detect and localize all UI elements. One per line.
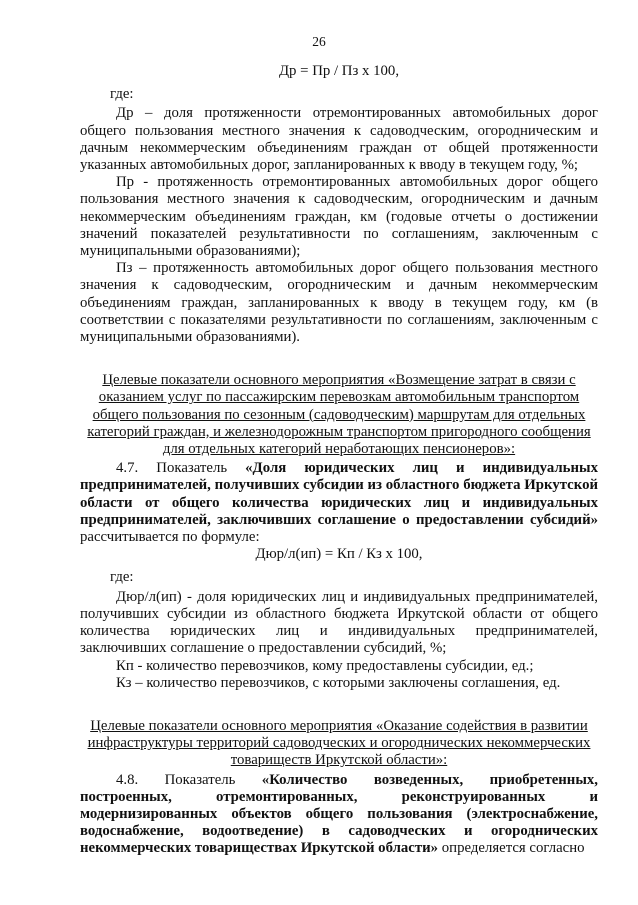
section-heading-infrastructure: Целевые показатели основного мероприятия «Оказание содействия в развитии инфраструктуры территорий садоводческих и огороднических некоммерческих товариществ Иркутской области»:: [87, 717, 591, 769]
definition-pp: Пp - протяженность отремонтированных автомобильных дорог общего пользования местного значения к садоводческим, огородническим и дачным некоммерческим объединениям граждан, км (годовые отчеты о достижении значений показателей результативности по соглашениям, заключенным с муниципальными образованиями);: [80, 174, 598, 260]
paragraph-4-7-suffix: рассчитывается по формуле:: [80, 529, 260, 546]
section-heading-transport: Целевые показатели основного мероприятия «Возмещение затрат в связи с оказанием услуг по пассажирским перевозкам автомобильным транспортом общего пользования по сезонным (садоводческим) маршрутам для отдельных категорий граждан, и железнодорожным транспортом пригородного сообщения для отдельных категорий неработающих пенсионеров»:: [87, 372, 591, 458]
where-label: где:: [110, 86, 134, 103]
definition-dp: Дp – доля протяженности отремонтированных автомобильных дорог общего пользования местного значения к садоводческим, огородническим и дачным некоммерческим объединениям граждан от общей протяженности указанных автомобильных дорог, запланированных к вводу в текущем году, %;: [80, 105, 598, 174]
where-label-2: где:: [110, 569, 134, 586]
definition-kz: Кз – количество перевозчиков, с которыми заключены соглашения, ед.: [116, 674, 561, 691]
definition-pz: Пз – протяженность автомобильных дорог общего пользования местного значения к садоводческим, огородническим и дачным некоммерческим объединениям граждан, запланированных к вводу в текущем году, км (в соответствии с показателями результативности по соглашениям, заключенным с муниципальными образованиями).: [80, 260, 598, 346]
paragraph-4-8-indicator: «Количество возведенных, приобретенных, построенных, отремонтированных, реконструированных и модернизированных объектов общего пользования (электроснабжение, водоснабжение, водоотведение) в садоводческих и огороднических некоммерческих товариществах Иркутской области»: [80, 771, 598, 857]
document-body: [80, 63, 598, 858]
paragraph-4-8-prefix: 4.8. Показатель: [116, 771, 236, 788]
paragraph-4-7-prefix: 4.7. Показатель: [116, 460, 228, 477]
paragraph-4-7: [80, 460, 598, 546]
paragraph-4-8: [80, 772, 598, 858]
paragraph-4-7-indicator: «Доля юридических лиц и индивидуальных предпринимателей, получивших субсидии из областного бюджета Иркутской области от общего количества юридических лиц и индивидуальных предпринимателей, заключивших соглашение о предоставлении субсидий»: [80, 460, 598, 528]
formula-dur: Дюр/л(ип) = Кп / Кз х 100,: [255, 546, 423, 563]
paragraph-4-8-suffix: определяется согласно: [441, 840, 585, 857]
definition-dur: Дюр/л(ип) - доля юридических лиц и индивидуальных предпринимателей, получивших субсидии из областного бюджета Иркутской области от общего количества юридических лиц и индивидуальных предпринимателей, заключивших соглашение о предоставлении субсидий, %;: [80, 588, 598, 657]
formula-dp: Дp = Пp / Пз х 100,: [278, 63, 400, 79]
page-number: 26: [312, 34, 326, 49]
definition-kp: Кп - количество перевозчиков, кому предоставлены субсидии, ед.;: [116, 657, 534, 674]
